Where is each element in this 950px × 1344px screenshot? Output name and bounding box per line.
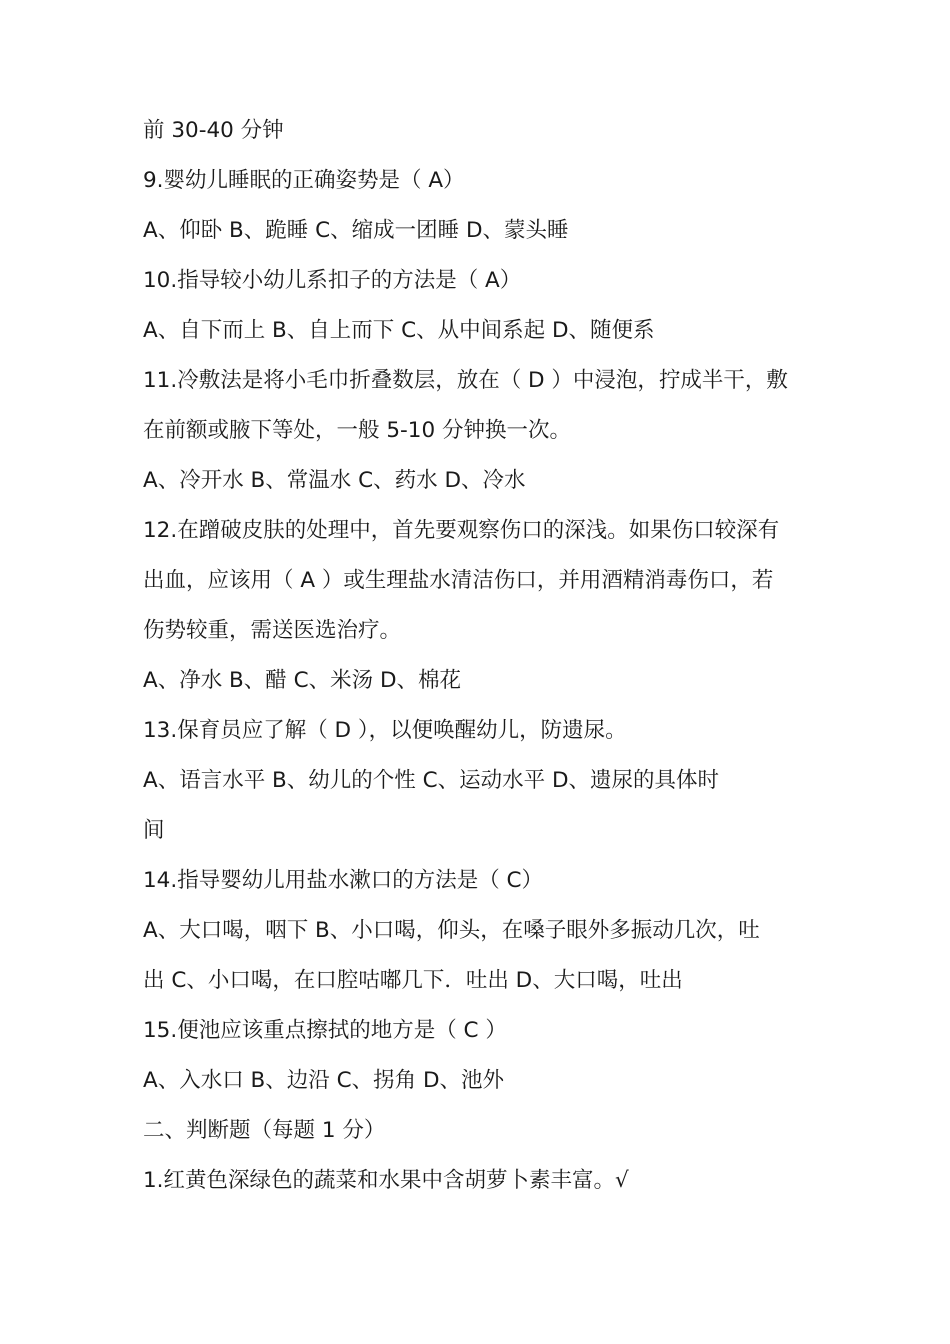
question-15: 15.便池应该重点擦拭的地方是（ C ） bbox=[143, 1018, 507, 1043]
question-14: 14.指导婴幼儿用盐水漱口的方法是（ C） bbox=[143, 868, 544, 893]
question-11-continued: 在前额或腋下等处，一般 5-10 分钟换一次。 bbox=[143, 418, 571, 443]
question-13-options-continued: 间 bbox=[143, 818, 165, 843]
text-line: 前 30-40 分钟 bbox=[143, 118, 284, 143]
question-12: 12.在蹭破皮肤的处理中，首先要观察伤口的深浅。如果伤口较深有 bbox=[143, 518, 780, 543]
question-12-continued: 伤势较重，需送医选治疗。 bbox=[143, 618, 402, 643]
question-9-options: A、仰卧 B、跪睡 C、缩成一团睡 D、蒙头睡 bbox=[143, 218, 569, 243]
section-heading: 二、判断题（每题 1 分） bbox=[143, 1118, 386, 1143]
question-12-continued: 出血，应该用（ A ）或生理盐水清洁伤口，并用酒精消毒伤口，若 bbox=[143, 568, 774, 593]
judgment-question-1: 1.红黄色深绿色的蔬菜和水果中含胡萝卜素丰富。√ bbox=[143, 1168, 629, 1193]
question-13-options: A、语言水平 B、幼儿的个性 C、运动水平 D、遗尿的具体时 bbox=[143, 768, 720, 793]
question-14-options: A、大口喝，咽下 B、小口喝，仰头，在嗓子眼外多振动几次，吐 bbox=[143, 918, 760, 943]
question-12-options: A、净水 B、醋 C、米汤 D、棉花 bbox=[143, 668, 462, 693]
question-13: 13.保育员应了解（ D ），以便唤醒幼儿，防遗尿。 bbox=[143, 718, 627, 743]
question-11: 11.冷敷法是将小毛巾折叠数层，放在（ D ）中浸泡，拧成半干，敷 bbox=[143, 368, 788, 393]
question-14-options-continued: 出 C、小口喝，在口腔咕嘟几下．吐出 D、大口喝，吐出 bbox=[143, 968, 683, 993]
question-15-options: A、入水口 B、边沿 C、拐角 D、池外 bbox=[143, 1068, 505, 1093]
question-10-options: A、自下而上 B、自上而下 C、从中间系起 D、随便系 bbox=[143, 318, 655, 343]
question-9: 9.婴幼儿睡眠的正确姿势是（ A） bbox=[143, 168, 465, 193]
question-10: 10.指导较小幼儿系扣子的方法是（ A） bbox=[143, 268, 522, 293]
question-11-options: A、冷开水 B、常温水 C、药水 D、冷水 bbox=[143, 468, 526, 493]
